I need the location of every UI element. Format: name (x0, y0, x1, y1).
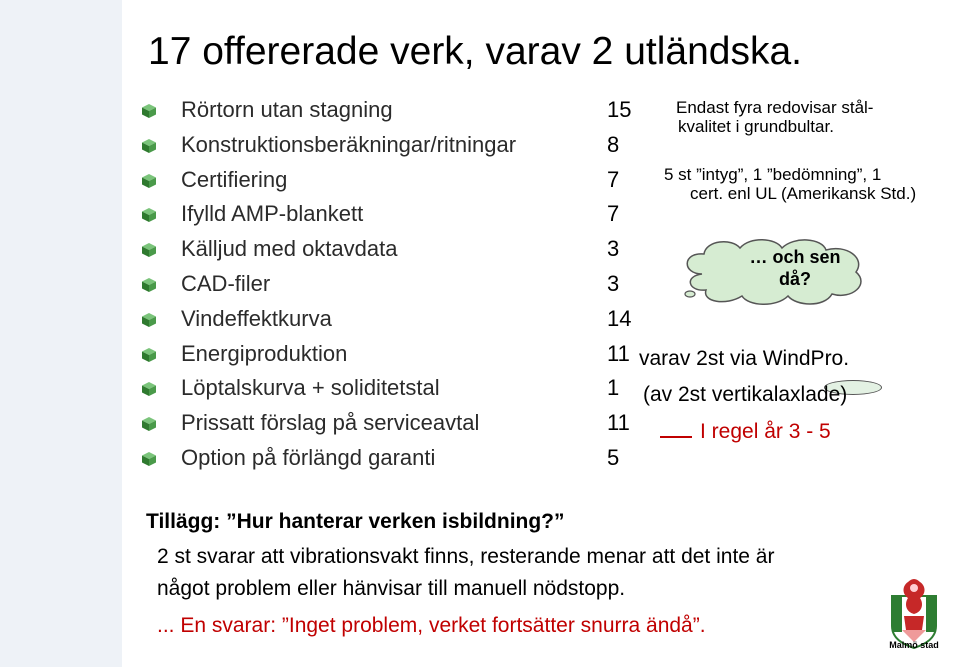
list-item (141, 443, 641, 477)
list-item-count: 11 (607, 410, 630, 436)
service-note: I regel år 3 - 5 (700, 420, 831, 443)
list-item-count: 7 (607, 166, 620, 192)
list-item-label: Källjud med oktavdata (181, 236, 398, 262)
list-item-label: Ifylld AMP-blankett (181, 201, 364, 227)
list-item (141, 304, 641, 338)
list-item-count: 3 (607, 236, 620, 262)
cube-bullet-icon (141, 416, 157, 432)
cube-bullet-icon (141, 312, 157, 328)
lopt-note: (av 2st vertikalaxlade) (643, 383, 848, 406)
list-item (141, 199, 641, 233)
list-item-label: Löptalskurva + soliditetstal (181, 375, 440, 401)
list-item-label: Prissatt förslag på serviceavtal (181, 410, 480, 436)
list-item-label: Vindeffektkurva (181, 305, 332, 331)
bottom-line-1: 2 st svarar att vibrationsvakt finns, resterande menar att det inte är (157, 545, 775, 568)
list-item-label: Rörtorn utan stagning (181, 97, 393, 122)
list-item-label: CAD-filer (181, 271, 271, 296)
cube-bullet-icon (141, 173, 157, 189)
steel-note (676, 98, 873, 136)
logo-text: Malmö stad (889, 640, 939, 650)
cube-bullet-icon (141, 138, 157, 154)
list-item-label: Option på förlängd garanti (181, 445, 436, 470)
cloud-text-line1: … och sen (749, 247, 841, 267)
cube-bullet-icon (141, 207, 157, 223)
list-item-count: 8 (607, 131, 620, 157)
steel-note-line1: Endast fyra redovisar stål- (676, 98, 874, 117)
list-item (141, 234, 641, 268)
cube-bullet-icon (141, 347, 157, 363)
bottom-heading: Tillägg: ”Hur hanterar verken isbildning?” (146, 510, 565, 533)
cube-bullet-icon (141, 277, 157, 293)
list-item (141, 339, 641, 373)
list-item-count: 1 (607, 375, 620, 401)
list-item (141, 165, 641, 199)
steel-note-line2: kvalitet i grundbultar. (678, 117, 834, 136)
list-item-label: Konstruktionsberäkningar/ritningar (181, 131, 517, 157)
service-dash-line (660, 436, 692, 438)
list-item (141, 408, 641, 442)
cube-bullet-icon (141, 381, 157, 397)
list-item-count: 5 (607, 445, 620, 470)
bottom-line-2: något problem eller hänvisar till manuell nödstopp. (157, 577, 626, 600)
slide-title: 17 offererade verk, varav 2 utländska. (148, 30, 802, 73)
list-item (141, 269, 641, 303)
cube-bullet-icon (141, 451, 157, 467)
left-side-panel (0, 0, 122, 667)
bottom-line-3: ... En svarar: ”Inget problem, verket fortsätter snurra ändå”. (157, 614, 706, 637)
cloud-text-line2: då? (778, 269, 811, 289)
list-item-count: 11 (607, 340, 630, 366)
cert-note-line1: 5 st ”intyg”, 1 ”bedömning”, 1 (664, 165, 882, 184)
energy-note: varav 2st via WindPro. (639, 347, 850, 370)
list-item-count: 14 (607, 305, 632, 331)
list-item (141, 95, 641, 129)
cert-note-line2: cert. enl UL (Amerikansk Std.) (690, 184, 917, 203)
list-item (141, 373, 641, 407)
list-item-count: 3 (607, 271, 620, 296)
cloud-text (730, 246, 860, 290)
list-item-label: Energiproduktion (181, 340, 348, 366)
list-item-count: 7 (607, 201, 620, 227)
cube-bullet-icon (141, 103, 157, 119)
list-item-label: Certifiering (181, 166, 288, 192)
list-item-count: 15 (607, 97, 632, 122)
list-item (141, 130, 641, 164)
cube-bullet-icon (141, 242, 157, 258)
cert-note (664, 165, 916, 203)
